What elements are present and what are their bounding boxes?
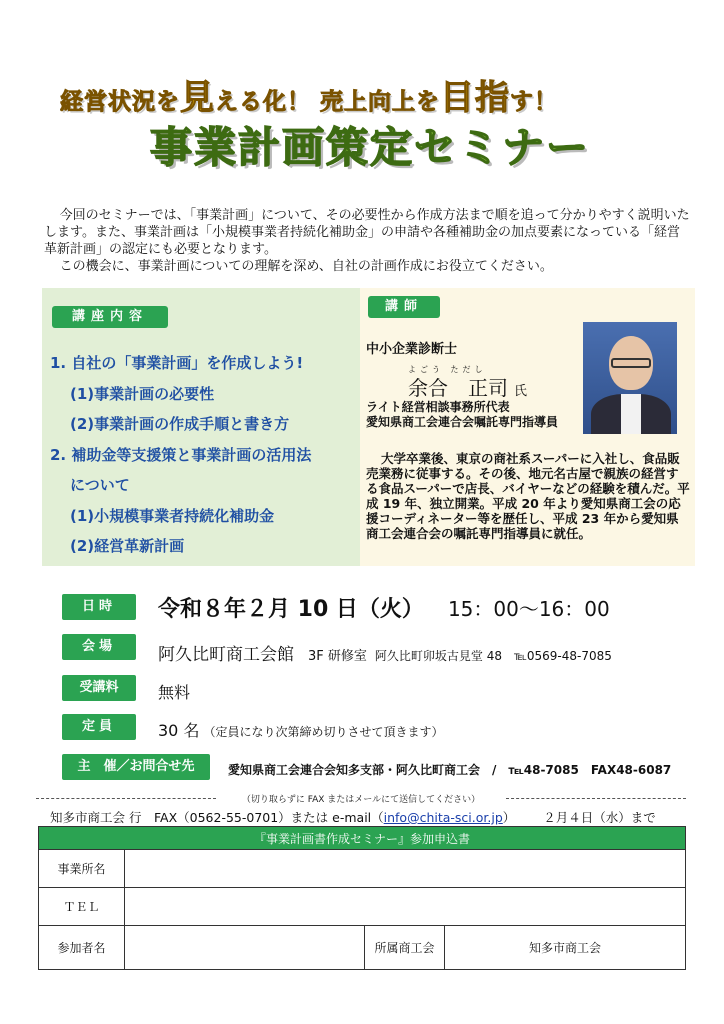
course-list (50, 348, 356, 562)
lecturer-name: 余合 正司 氏 (408, 376, 528, 400)
course-item: (2)事業計画の作成手順と書き方 (70, 415, 290, 433)
lecturer-qualification: 中小企業診断士 (366, 342, 458, 357)
form-title: 『事業計画書作成セミナー』参加申込書 (39, 827, 686, 850)
event-venue: 阿久比町商工会館 3F 研修室 阿久比町卯坂古見堂 48 ℡0569-48-7085 (158, 645, 612, 665)
event-capacity: 30 名 （定員になり次第締め切りさせて頂きます） (158, 721, 444, 740)
participant-label: 参加者名 (39, 926, 125, 970)
participant-field[interactable] (125, 926, 365, 970)
course-item: (1)小規模事業者持続化補助金 (70, 506, 275, 525)
seminar-title: 事業計画策定セミナー (150, 123, 591, 172)
course-item: について (70, 476, 130, 494)
cut-line-note: （切り取らずに FAX またはメールにて送信してください） (36, 792, 686, 805)
lecturer-label: 講師 (368, 296, 440, 318)
email-link[interactable]: info@chita-sci.or.jp (383, 810, 503, 825)
lecturer-photo (583, 322, 677, 434)
event-fee: 無料 (158, 683, 191, 702)
course-item: (2)経営革新計画 (70, 537, 185, 555)
send-instructions: 知多市商工会 行 FAX（0562-55-0701）または e-mail（info@chita-sci.or.jp） ２月４日（水）まで (50, 810, 656, 825)
course-item: (1)事業計画の必要性 (70, 384, 215, 403)
fee-label: 受講料 (62, 675, 136, 701)
chamber-value: 知多市商工会 (445, 926, 686, 970)
application-form (38, 826, 686, 970)
headline-tagline: 経営状況を見える化！ 売上向上を目指す！ (60, 78, 559, 118)
chamber-label: 所属商工会 (365, 926, 445, 970)
business-name-field[interactable] (125, 850, 686, 888)
tel-field[interactable] (125, 888, 686, 926)
course-item: 2. 補助金等支援策と事業計画の活用法 (50, 445, 312, 464)
host-label: 主 催／お問合せ先 (62, 754, 210, 780)
date-label: 日時 (62, 594, 136, 620)
course-item: 1. 自社の「事業計画」を作成しよう! (50, 354, 304, 372)
lecturer-bio: 大学卒業後、東京の商社系スーパーに入社し、食品販売業務に従事する。その後、地元名古屋で親族の経営する食品スーパーで店長、バイヤーなどの経験を積んだ。平成 19 年、独立開業。平成 20 年より愛知県商工会の応援コーディネーター等を歴任し、平成 23 年から愛知県商工会連合会の嘱託専門指導員に就任。 (366, 451, 690, 541)
intro-text: 今回のセミナーでは、「事業計画」について、その必要性から作成方法まで順を追って分かりやすく説明いたします。また、事業計画は「小規模事業者持続化補助金」の申請や各種補助金の加点要素になっている「経営革新計画」の認定にも必要となります。 この機会に、事業計画についての理解を深め、自社の計画作成にお役立てください。 (44, 208, 690, 274)
lecturer-organization: ライト経営相談事務所代表 愛知県商工会連合会嘱託専門指導員 (366, 400, 559, 429)
venue-label: 会場 (62, 634, 136, 660)
event-host: 愛知県商工会連合会知多支部・阿久比町商工会 / ℡48-7085 FAX48-6087 (228, 763, 672, 777)
course-label: 講座内容 (52, 306, 168, 328)
business-name-label: 事業所名 (39, 850, 125, 888)
event-date: 令和８年２月 10 日（火） 15：00～16：00 (158, 597, 610, 622)
lecturer-name-ruby: よごう ただし (408, 365, 487, 374)
tel-label: ＴＥＬ (39, 888, 125, 926)
capacity-label: 定員 (62, 714, 136, 740)
